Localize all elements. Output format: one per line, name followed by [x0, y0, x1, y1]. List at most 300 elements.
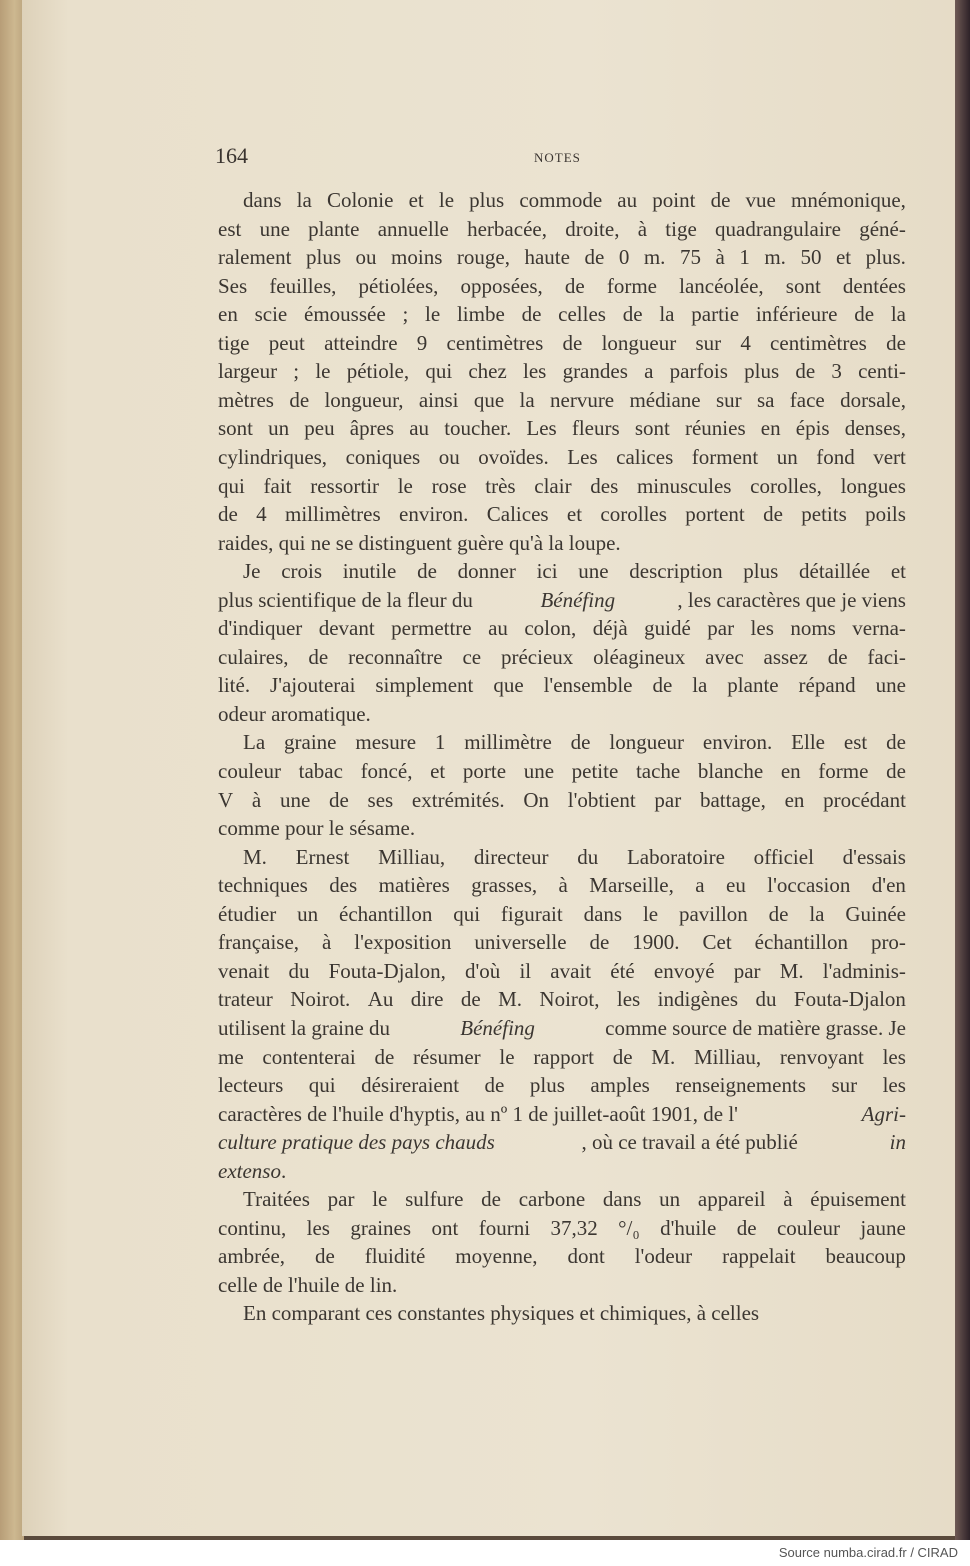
text-line: [218, 331, 906, 355]
word: portent: [685, 502, 745, 527]
text-line: [218, 531, 906, 555]
word: tige: [665, 216, 697, 241]
word: M.: [498, 987, 522, 1012]
word: déjà: [592, 616, 628, 641]
text-segment: En comparant ces constantes physiques et chimiques, à celles: [243, 1301, 760, 1326]
word: La: [243, 730, 266, 755]
text-segment: [243, 188, 906, 212]
word: sulfure: [405, 1187, 464, 1212]
word: matières: [378, 873, 450, 898]
word: et: [430, 759, 446, 783]
word: ;: [293, 359, 300, 384]
word: a: [695, 873, 705, 898]
word: petits: [801, 502, 847, 527]
text-line: [218, 987, 906, 1011]
word: noms: [790, 616, 836, 641]
word: rappelait: [722, 1244, 796, 1269]
word: par: [654, 787, 682, 812]
word: d'indiquer: [218, 616, 303, 641]
word: m.: [643, 245, 666, 270]
text-segment: [218, 616, 906, 640]
text-segment: [218, 217, 906, 241]
word: de: [328, 787, 349, 812]
word: Colonie: [326, 188, 394, 212]
text-line: [218, 788, 906, 812]
word: au: [409, 416, 430, 441]
word: oléagineux: [593, 644, 686, 669]
word: Noirot.: [290, 987, 351, 1012]
word: 9: [416, 330, 428, 355]
word: médiane: [629, 387, 701, 412]
word: à: [715, 245, 725, 270]
word: grasses,: [471, 873, 538, 898]
word: sur: [715, 387, 742, 412]
text-segment: [218, 987, 906, 1011]
word: trateur: [218, 987, 273, 1012]
word: de: [854, 302, 875, 327]
italic-text: culture pratique des pays chauds: [218, 1130, 495, 1155]
word: et: [890, 559, 906, 584]
text-segment: [218, 1244, 906, 1268]
word: mesure: [355, 730, 417, 755]
text-segment: comme pour le sésame.: [218, 816, 416, 841]
word: millimètre: [464, 730, 552, 755]
word: précieux: [500, 644, 574, 669]
word: Ernest: [295, 844, 350, 869]
word: calices: [616, 444, 674, 469]
word: Ses: [218, 273, 248, 298]
word: venait: [218, 958, 270, 983]
word: longueur,: [324, 387, 404, 412]
text-line: [243, 1301, 906, 1325]
word: Fouta-Djalon: [793, 987, 906, 1012]
text-segment: [218, 759, 906, 783]
word: procédant: [823, 787, 906, 812]
word: fait: [263, 473, 292, 498]
word: V: [218, 787, 234, 812]
word: répand: [798, 673, 856, 698]
word: plus: [744, 359, 780, 384]
word: les: [523, 359, 547, 384]
word: plus: [469, 188, 505, 212]
word: limbe: [456, 302, 505, 327]
text-segment: celle de l'huile de lin.: [218, 1272, 398, 1297]
italic-text: extenso: [218, 1158, 281, 1183]
word: devant: [318, 616, 375, 641]
word: 75: [679, 245, 701, 270]
word: qui: [308, 1073, 336, 1098]
word: par: [327, 1187, 355, 1212]
word: faci-: [867, 644, 906, 669]
word: Au: [367, 987, 394, 1012]
word: de: [763, 502, 783, 527]
word: Fouta-Djalon,: [328, 958, 446, 983]
word: de: [460, 987, 481, 1012]
word: haute: [524, 245, 570, 270]
word: de: [886, 330, 906, 355]
word: très: [485, 473, 516, 498]
word: envoyé: [653, 958, 715, 983]
text-segment: [218, 445, 906, 469]
word: que: [473, 387, 505, 412]
text-line: [218, 416, 906, 440]
word: pétiolées,: [358, 273, 439, 298]
text-segment: [218, 1216, 906, 1240]
word: Je: [243, 559, 261, 584]
word: de: [652, 673, 673, 698]
word: Milliau,: [693, 1044, 762, 1069]
word: °/₀: [618, 1215, 640, 1240]
word: l'obtient: [567, 787, 636, 812]
word: avec: [705, 644, 744, 669]
word: fourni: [478, 1215, 531, 1240]
word: pro-: [870, 930, 906, 955]
word: rapport: [533, 1044, 594, 1069]
word: Traitées: [243, 1187, 310, 1212]
word: mnémonique,: [791, 188, 906, 212]
word: millimètres: [285, 502, 381, 527]
text-segment: [218, 873, 906, 897]
word: rose: [431, 473, 467, 498]
word: ou: [355, 245, 377, 270]
word: et: [835, 245, 852, 270]
word: sont: [634, 416, 670, 441]
word: inférieure: [755, 302, 838, 327]
word: point: [652, 188, 696, 212]
word: officiel: [753, 844, 814, 869]
word: minuscules: [636, 473, 732, 498]
word: le: [499, 1044, 515, 1069]
text-line: [218, 1102, 906, 1126]
word: que: [493, 673, 524, 698]
word: de: [374, 1044, 395, 1069]
word: d'huile: [660, 1215, 717, 1240]
word: en: [784, 787, 805, 812]
word: de: [768, 901, 789, 926]
text-segment: [218, 902, 906, 926]
word: de: [612, 1044, 633, 1069]
text-segment: [218, 474, 906, 498]
word: peut: [268, 330, 305, 355]
word: permettre: [391, 616, 472, 641]
word: de: [886, 759, 906, 783]
text-line: [218, 616, 906, 640]
text-line: [218, 245, 906, 269]
word: forme: [606, 273, 657, 298]
word: avait: [550, 958, 592, 983]
word: 50: [800, 245, 822, 270]
word: plante: [727, 673, 779, 698]
word: par: [707, 616, 735, 641]
word: plus: [743, 559, 779, 584]
word: fluidité: [364, 1244, 426, 1269]
word: appareil: [697, 1187, 766, 1212]
word: extrémités.: [411, 787, 505, 812]
word: rouge,: [456, 245, 510, 270]
text-segment: [218, 388, 906, 412]
word: le: [372, 1187, 388, 1212]
book-cover-edge: [955, 0, 970, 1540]
word: de: [886, 730, 906, 755]
word: à: [783, 1187, 793, 1212]
word: sa: [756, 387, 775, 412]
word: ralement: [218, 245, 292, 270]
word: nervure: [550, 387, 615, 412]
word: une: [875, 673, 906, 698]
word: l'exposition: [354, 930, 452, 955]
word: contenterai: [262, 1044, 356, 1069]
word: en: [780, 759, 801, 783]
text-line: [218, 1130, 906, 1154]
word: indigènes: [657, 987, 739, 1012]
word: de: [481, 1187, 501, 1212]
word: techniques: [218, 873, 308, 898]
running-head: NOTES: [534, 150, 581, 165]
word: beaucoup: [825, 1244, 906, 1269]
word: 4: [256, 502, 267, 527]
word: une: [578, 559, 609, 584]
word: clair: [534, 473, 572, 498]
word: parfois: [669, 359, 728, 384]
word: désireraient: [361, 1073, 460, 1098]
word: est: [218, 216, 242, 241]
word: de: [589, 930, 610, 955]
word: épis: [795, 416, 830, 441]
word: celles: [558, 302, 606, 327]
word: en: [218, 302, 238, 327]
word: 1900.: [632, 930, 680, 955]
word: dans: [243, 188, 282, 212]
text-line: [243, 1187, 906, 1211]
text-segment: .: [280, 1158, 287, 1183]
text-line: [218, 959, 906, 983]
text-line: [218, 588, 906, 612]
text-line: [218, 1273, 906, 1297]
text-segment: raides, qui ne se distinguent guère qu'à la loupe.: [218, 530, 621, 555]
word: cylindriques,: [218, 444, 328, 469]
word: corolles,: [750, 473, 822, 498]
source-credit: Source numba.cirad.fr / CIRAD: [778, 1545, 958, 1560]
word: eu: [726, 873, 746, 898]
text-line: [218, 217, 906, 241]
word: qui: [425, 359, 453, 384]
word: une: [259, 216, 290, 241]
word: assez: [763, 644, 808, 669]
word: M.: [243, 844, 267, 869]
word: un: [659, 1187, 681, 1212]
word: toucher.: [444, 416, 512, 441]
word: Elle: [791, 730, 825, 755]
word: couleur: [218, 759, 281, 783]
word: vert: [873, 444, 906, 469]
word: corolles: [600, 502, 667, 527]
word: vue: [745, 188, 776, 212]
word: lité.: [218, 673, 251, 698]
word: à: [637, 216, 648, 241]
word: épuisement: [810, 1187, 906, 1212]
word: l'odeur: [634, 1244, 693, 1269]
word: de: [562, 330, 583, 355]
text-segment: [218, 359, 906, 383]
italic-text: Agri-: [861, 1101, 906, 1126]
word: Noirot,: [539, 987, 600, 1012]
word: environ.: [399, 502, 469, 527]
text-segment: [218, 930, 906, 954]
word: été: [610, 958, 635, 983]
word: échantillon: [754, 930, 848, 955]
text-line: [218, 873, 906, 897]
word: tache: [635, 759, 681, 783]
word: verna-: [852, 616, 906, 641]
word: Calices: [486, 502, 549, 527]
italic-text: Bénéfing: [540, 587, 616, 612]
word: blanche: [697, 759, 764, 783]
text-segment: [243, 559, 906, 583]
word: dire: [410, 987, 444, 1012]
word: couleur: [776, 1215, 840, 1240]
word: plus: [305, 245, 341, 270]
word: colon,: [524, 616, 577, 641]
word: annuelle: [377, 216, 449, 241]
text-segment: , les caractères que je viens: [677, 587, 906, 612]
word: M.: [651, 1044, 676, 1069]
text-segment: plus scientifique de la fleur du: [218, 587, 479, 612]
word: me: [218, 1044, 244, 1069]
word: simplement: [375, 673, 474, 698]
text-line: [218, 359, 906, 383]
word: universelle: [474, 930, 567, 955]
word: sont: [785, 273, 821, 298]
word: moins: [391, 245, 443, 270]
word: coniques: [345, 444, 421, 469]
text-line: [243, 845, 906, 869]
text-line: [243, 730, 906, 754]
text-line: [218, 645, 906, 669]
word: graines: [350, 1215, 412, 1240]
word: longues: [840, 473, 906, 498]
text-line: [218, 702, 906, 726]
word: âpres: [349, 416, 395, 441]
word: dorsale,: [840, 387, 906, 412]
text-line: [218, 1216, 906, 1240]
text-line: [218, 902, 906, 926]
word: partie: [691, 302, 740, 327]
word: qui: [453, 901, 481, 926]
word: description: [629, 559, 723, 584]
word: un: [297, 901, 319, 926]
word: et: [408, 188, 424, 212]
word: par: [733, 958, 761, 983]
word: échantillon: [339, 901, 433, 926]
word: 3: [831, 359, 842, 384]
word: centi-: [858, 359, 906, 384]
word: Milliau,: [378, 844, 446, 869]
word: du: [755, 987, 777, 1012]
word: étudier: [218, 901, 277, 926]
text-line: [218, 502, 906, 526]
word: détaillée: [799, 559, 871, 584]
text-segment: [243, 1187, 906, 1211]
word: foncé,: [360, 759, 413, 783]
text-line: [218, 1073, 906, 1097]
text-segment: [218, 331, 906, 355]
text-segment: odeur aromatique.: [218, 701, 371, 726]
word: renvoyant: [779, 1044, 864, 1069]
word: directeur: [473, 844, 549, 869]
word: ou: [438, 444, 460, 469]
text-segment: [243, 730, 906, 754]
word: un: [268, 416, 290, 441]
word: centimètres: [770, 330, 867, 355]
word: 1: [739, 245, 750, 270]
word: la: [692, 673, 708, 698]
word: dans: [602, 1187, 642, 1212]
word: feuilles,: [269, 273, 337, 298]
word: jaune: [860, 1215, 906, 1240]
word: un: [776, 444, 798, 469]
word: est: [843, 730, 868, 755]
word: droite,: [565, 216, 620, 241]
word: J'ajouterai: [270, 673, 356, 698]
word: chez: [468, 359, 507, 384]
word: de: [584, 245, 605, 270]
text-segment: [218, 245, 906, 269]
word: de: [710, 188, 731, 212]
text-segment: utilisent la graine du: [218, 1015, 396, 1040]
word: française,: [218, 930, 300, 955]
word: de: [484, 1073, 505, 1098]
word: le: [438, 188, 455, 212]
page-number: 164: [215, 143, 248, 168]
text-segment: [218, 274, 906, 298]
word: Les: [567, 444, 598, 469]
word: guidé: [644, 616, 691, 641]
word: les: [750, 616, 774, 641]
word: amples: [590, 1073, 650, 1098]
word: ici: [536, 559, 558, 584]
word: de: [736, 1215, 757, 1240]
word: les: [616, 987, 641, 1012]
word: dont: [567, 1244, 605, 1269]
word: sur: [695, 330, 722, 355]
word: géné-: [859, 216, 906, 241]
word: la: [659, 302, 675, 327]
word: largeur: [218, 359, 278, 384]
word: longueur: [601, 330, 677, 355]
text-segment: [218, 416, 906, 440]
word: 1: [434, 730, 446, 755]
book-binding-edge: [0, 0, 24, 1540]
word: On: [523, 787, 550, 812]
text-line: [243, 188, 906, 212]
word: 0: [618, 245, 630, 270]
word: sont: [218, 416, 254, 441]
word: sur: [831, 1073, 858, 1098]
word: de: [218, 502, 238, 527]
text-line: [218, 445, 906, 469]
word: le: [425, 302, 441, 327]
word: grandes: [562, 359, 628, 384]
word: quadrangulaire: [715, 216, 841, 241]
word: résumer: [413, 1044, 481, 1069]
word: d'essais: [842, 844, 906, 869]
italic-text: in: [889, 1130, 906, 1155]
word: longueur: [609, 730, 685, 755]
italic-text: Bénéfing: [460, 1015, 535, 1040]
word: le: [642, 901, 659, 926]
word: de: [795, 359, 816, 384]
text-line: [218, 302, 906, 326]
